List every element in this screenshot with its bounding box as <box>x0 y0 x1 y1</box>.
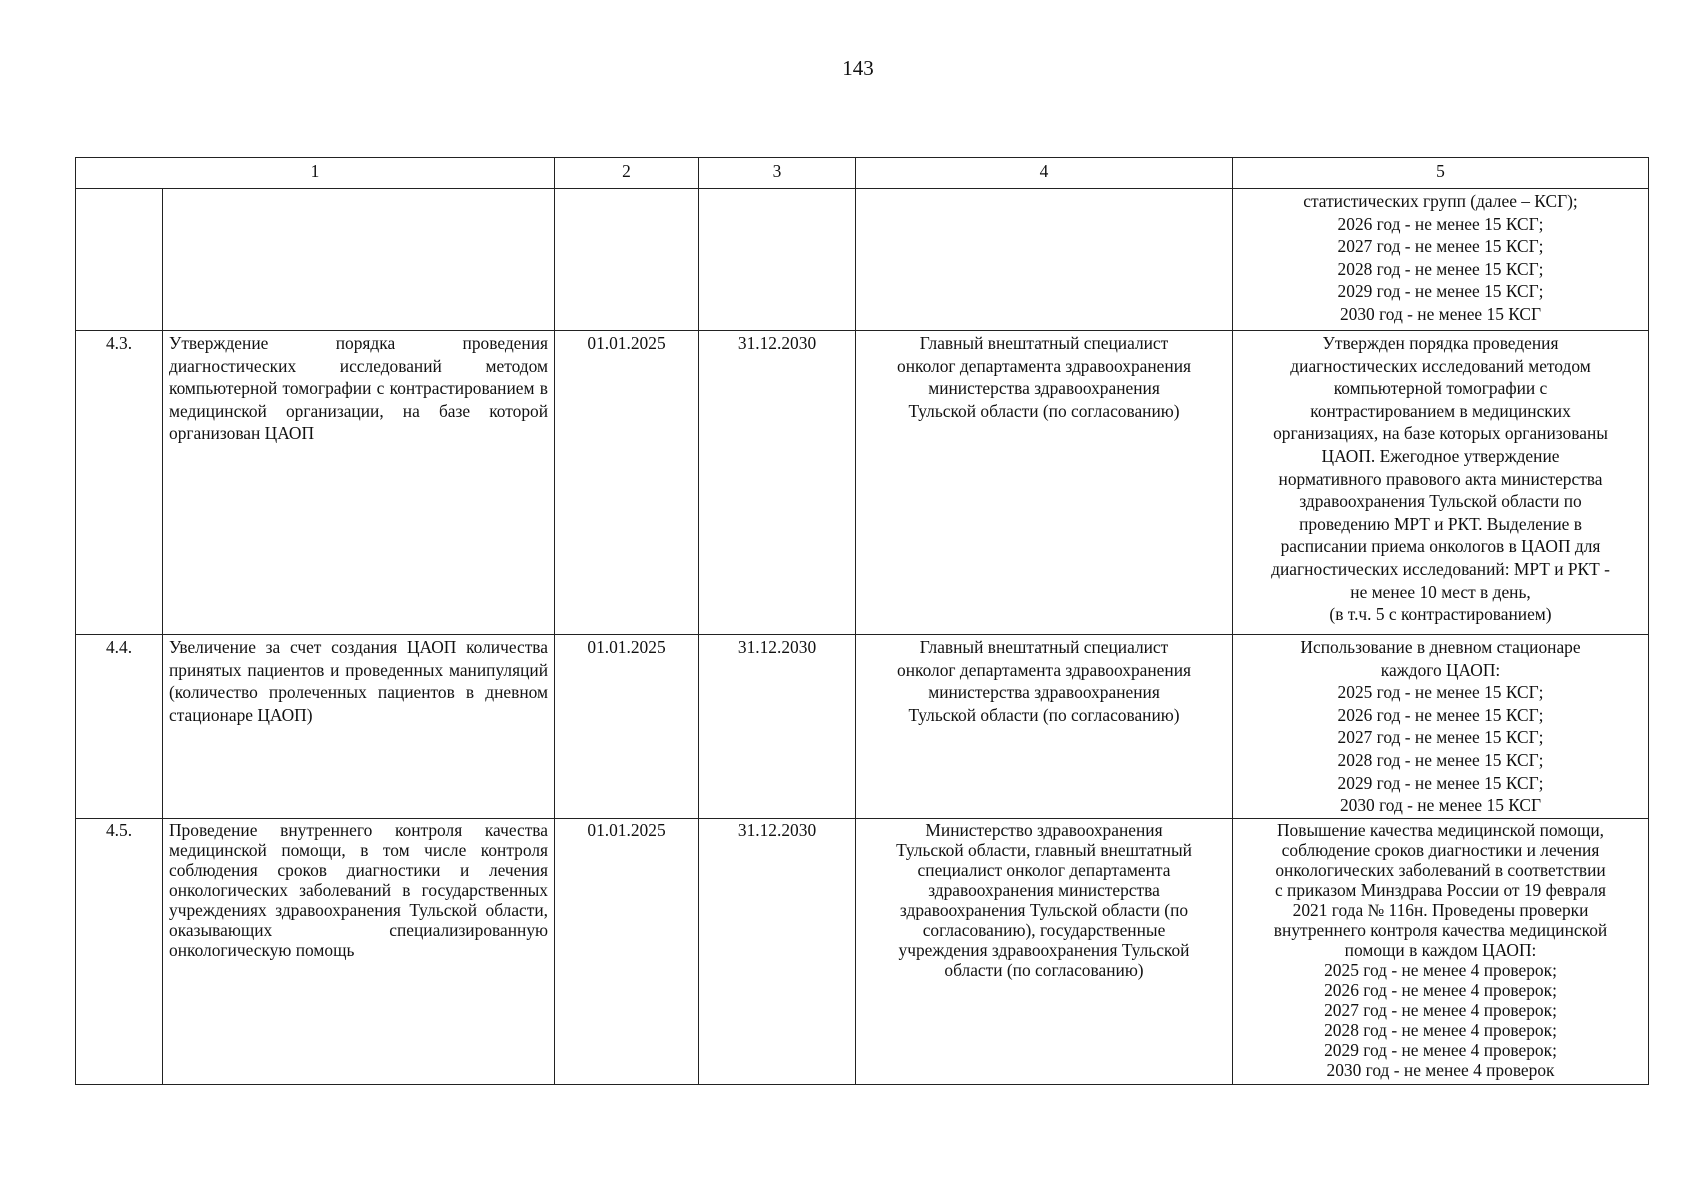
result-line: 2029 год - не менее 15 КСГ; <box>1337 772 1544 793</box>
result-line: с приказом Минздрава России от 19 февраля <box>1274 880 1607 900</box>
result-line: нормативного правового акта министерства <box>1278 468 1603 489</box>
result-line: 2026 год - не менее 15 КСГ; <box>1337 213 1544 234</box>
result-line: 2025 год - не менее 4 проверок; <box>1324 960 1557 980</box>
result-line: онкологических заболеваний в соответствии <box>1275 860 1606 880</box>
responsible-cell <box>856 331 1233 635</box>
row-number: 4.5. <box>76 819 163 1085</box>
result-cell <box>1233 189 1649 331</box>
responsible-line: Тульской области, главный внештатный <box>896 840 1192 860</box>
responsible-line: учреждения здравоохранения Тульской <box>898 940 1190 960</box>
column-header: 1 <box>76 158 555 189</box>
responsible-line: согласованию), государственные <box>922 920 1166 940</box>
result-line: 2030 год - не менее 15 КСГ <box>1339 303 1542 324</box>
result-line: компьютерной томографии с <box>1333 378 1548 399</box>
description-cell <box>163 189 555 331</box>
table-row <box>76 331 1649 635</box>
result-line: 2029 год - не менее 15 КСГ; <box>1337 281 1544 302</box>
result-line: контрастированием в медицинских <box>1310 400 1571 421</box>
responsible-line: здравоохранения Тульской области (по <box>899 900 1189 920</box>
result-line: каждого ЦАОП: <box>1380 659 1501 680</box>
table-row <box>76 635 1649 819</box>
result-line: Использование в дневном стационаре <box>1300 637 1581 657</box>
result-line: 2028 год - не менее 15 КСГ; <box>1337 258 1544 279</box>
row-description: Утверждение порядка проведения диагностических исследований методом компьютерной томографии с контрастированием в медицинской организации, на базе которой организован ЦАОП <box>163 331 555 635</box>
result-line: внутреннего контроля качества медицинской <box>1273 920 1608 940</box>
table-row <box>76 819 1649 1085</box>
result-line: (в т.ч. 5 с контрастированием) <box>1329 604 1552 625</box>
result-line: 2029 год - не менее 4 проверок; <box>1324 1040 1557 1060</box>
result-line: 2026 год - не менее 15 КСГ; <box>1337 704 1544 725</box>
result-line: помощи в каждом ЦАОП: <box>1344 940 1537 960</box>
result-line: диагностических исследований: МРТ и РКТ - <box>1271 558 1610 579</box>
num-cell <box>76 189 163 331</box>
responsible-cell <box>856 189 1233 331</box>
table-header-row <box>76 158 1649 189</box>
responsible-line: здравоохранения министерства <box>928 880 1160 900</box>
result-line: 2027 год - не менее 15 КСГ; <box>1337 236 1544 257</box>
result-line: Повышение качества медицинской помощи, <box>1276 820 1605 840</box>
row-number: 4.3. <box>76 331 163 635</box>
result-cell <box>1233 819 1649 1085</box>
column-header: 4 <box>856 158 1233 189</box>
row-description: Проведение внутреннего контроля качества медицинской помощи, в том числе контроля соблюдения сроков диагностики и лечения онкологических заболеваний в государственных учреждениях здравоохранения Тульской области, оказывающих специализированную онкологическую помощь <box>163 819 555 1085</box>
result-line: здравоохранения Тульской области по <box>1299 491 1582 512</box>
end-date-cell <box>699 189 856 331</box>
action-plan-table <box>75 157 1649 1085</box>
start-date: 01.01.2025 <box>555 635 699 819</box>
result-line: 2026 год - не менее 4 проверок; <box>1324 980 1557 1000</box>
result-line: 2021 года № 116н. Проведены проверки <box>1292 900 1589 920</box>
end-date: 31.12.2030 <box>699 331 856 635</box>
column-header: 2 <box>555 158 699 189</box>
responsible-line: области (по согласованию) <box>944 960 1144 980</box>
responsible-line: Министерство здравоохранения <box>925 820 1163 840</box>
responsible-line: Тульской области (по согласованию) <box>908 704 1180 725</box>
responsible-line: Главный внештатный специалист <box>919 637 1169 657</box>
result-cell <box>1233 635 1649 819</box>
responsible-cell <box>856 819 1233 1085</box>
result-line: проведению МРТ и РКТ. Выделение в <box>1299 513 1582 534</box>
result-line: соблюдение сроков диагностики и лечения <box>1281 840 1600 860</box>
row-description: Увеличение за счет создания ЦАОП количества принятых пациентов и проведенных манипуляций (количество пролеченных пациентов в дневном стационаре ЦАОП) <box>163 635 555 819</box>
responsible-line: министерства здравоохранения <box>928 682 1160 703</box>
result-line: Утвержден порядка проведения <box>1322 333 1559 353</box>
start-date-cell <box>555 189 699 331</box>
responsible-cell <box>856 635 1233 819</box>
start-date: 01.01.2025 <box>555 331 699 635</box>
result-line: ЦАОП. Ежегодное утверждение <box>1321 445 1560 466</box>
result-line: 2027 год - не менее 15 КСГ; <box>1337 727 1544 748</box>
result-cell <box>1233 331 1649 635</box>
result-line: 2027 год - не менее 4 проверок; <box>1324 1000 1557 1020</box>
page-number: 143 <box>842 56 874 80</box>
responsible-line: министерства здравоохранения <box>928 378 1160 399</box>
result-line: 2030 год - не менее 15 КСГ <box>1339 795 1542 816</box>
result-line: организациях, на базе которых организованы <box>1273 423 1608 444</box>
end-date: 31.12.2030 <box>699 635 856 819</box>
responsible-line: онколог департамента здравоохранения <box>897 659 1192 680</box>
result-line: 2030 год - не менее 4 проверок <box>1326 1060 1555 1080</box>
responsible-line: специалист онколог департамента <box>917 860 1171 880</box>
row-number: 4.4. <box>76 635 163 819</box>
responsible-line: онколог департамента здравоохранения <box>897 355 1192 376</box>
result-line: статистических групп (далее – КСГ); <box>1303 191 1578 211</box>
column-header: 5 <box>1233 158 1649 189</box>
result-line: расписании приема онкологов в ЦАОП для <box>1280 536 1601 557</box>
result-line: диагностических исследований методом <box>1290 355 1591 376</box>
column-header: 3 <box>699 158 856 189</box>
responsible-line: Тульской области (по согласованию) <box>908 400 1180 421</box>
table-row-continuation <box>76 189 1649 331</box>
responsible-line: Главный внештатный специалист <box>919 333 1169 353</box>
result-line: 2028 год - не менее 15 КСГ; <box>1337 749 1544 770</box>
result-line: 2028 год - не менее 4 проверок; <box>1324 1020 1557 1040</box>
result-line: 2025 год - не менее 15 КСГ; <box>1337 682 1544 703</box>
result-line: не менее 10 мест в день, <box>1350 581 1531 602</box>
start-date: 01.01.2025 <box>555 819 699 1085</box>
end-date: 31.12.2030 <box>699 819 856 1085</box>
